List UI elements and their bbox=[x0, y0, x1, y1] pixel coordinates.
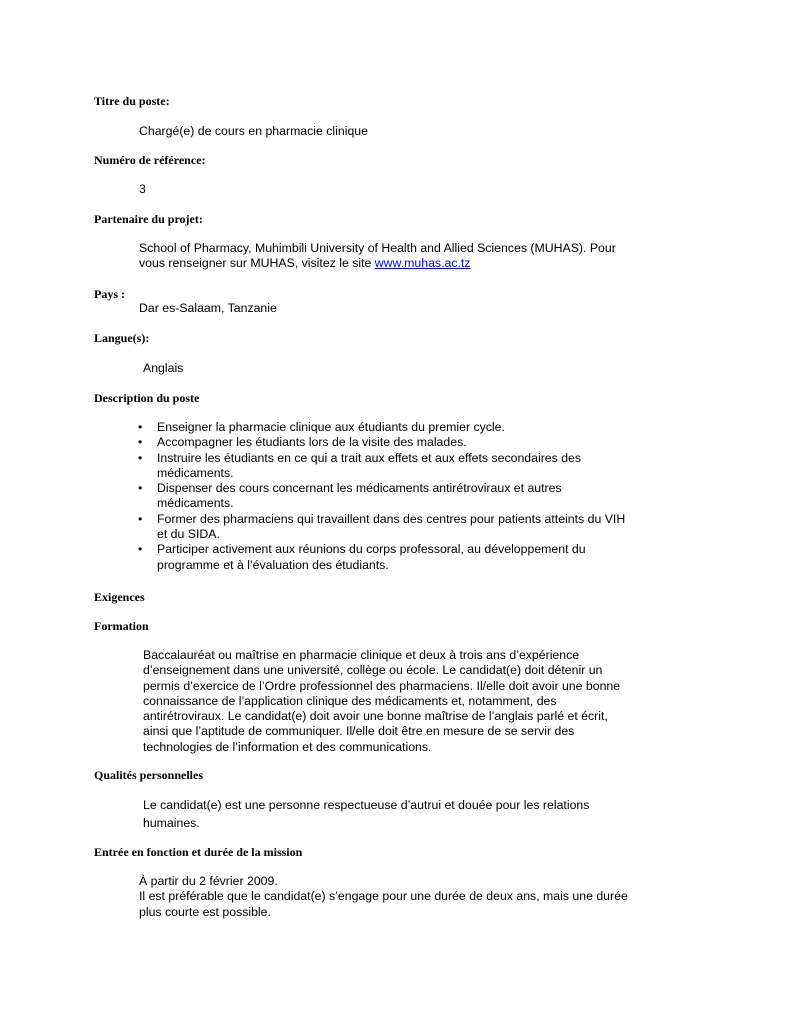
description-list bbox=[138, 420, 625, 573]
list-item-line: programme et à l’évaluation des étudiants. bbox=[157, 557, 389, 572]
value-reference: 3 bbox=[139, 182, 146, 196]
value-langues: Anglais bbox=[143, 361, 184, 375]
value-pays: Dar es-Salaam, Tanzanie bbox=[139, 301, 277, 315]
entree-line: À partir du 2 février 2009. bbox=[139, 874, 278, 888]
bullet-icon: • bbox=[138, 481, 143, 496]
heading-titre: Titre du poste: bbox=[94, 94, 170, 108]
list-item-line: médicaments. bbox=[157, 465, 234, 480]
list-item-line: Instruire les étudiants en ce qui a trait aux effets et aux effets secondaires des bbox=[157, 450, 582, 465]
heading-langues: Langue(s): bbox=[94, 331, 150, 345]
qualites-line: humaines. bbox=[143, 815, 200, 830]
heading-formation: Formation bbox=[94, 619, 149, 633]
partenaire-line: School of Pharmacy, Muhimbili University of Health and Allied Sciences (MUHAS). Pour bbox=[139, 241, 616, 255]
value-qualites bbox=[143, 797, 589, 832]
value-entree bbox=[139, 874, 628, 920]
formation-line: Baccalauréat ou maîtrise en pharmacie clinique et deux à trois ans d’expérience bbox=[143, 648, 580, 662]
partenaire-line bbox=[139, 256, 616, 271]
heading-qualites: Qualités personnelles bbox=[94, 768, 204, 782]
formation-line: ainsi que l’aptitude de communiquer. Il/elle doit être en mesure de se servir des bbox=[143, 724, 575, 739]
bullet-icon: • bbox=[138, 435, 143, 450]
list-item bbox=[138, 512, 625, 543]
list-item bbox=[138, 420, 625, 435]
bullet-icon: • bbox=[138, 542, 143, 557]
list-item-line: Enseigner la pharmacie clinique aux étudiants du premier cycle. bbox=[157, 420, 505, 434]
list-item-line: et du SIDA. bbox=[157, 527, 220, 542]
value-partenaire bbox=[139, 241, 616, 272]
heading-entree: Entrée en fonction et durée de la mission bbox=[94, 845, 303, 859]
entree-line: plus courte est possible. bbox=[139, 904, 271, 919]
heading-pays: Pays : bbox=[94, 287, 125, 301]
value-titre: Chargé(e) de cours en pharmacie clinique bbox=[139, 124, 368, 138]
formation-line: antirétroviraux. Le candidat(e) doit avoir une bonne maîtrise de l’anglais parlé et écrit, bbox=[143, 709, 608, 724]
formation-line: d’enseignement dans une université, collège ou école. Le candidat(e) doit détenir un bbox=[143, 663, 603, 678]
heading-partenaire: Partenaire du projet: bbox=[94, 212, 203, 226]
bullet-icon: • bbox=[138, 420, 143, 434]
list-item-line: Participer activement aux réunions du corps professoral, au développement du bbox=[157, 542, 586, 557]
list-item bbox=[138, 481, 625, 512]
list-item bbox=[138, 435, 625, 450]
bullet-icon: • bbox=[138, 511, 143, 526]
formation-line: connaissance de l’application clinique des médicaments et, notamment, des bbox=[143, 693, 557, 708]
qualites-line: Le candidat(e) est une personne respectueuse d’autrui et douée pour les relations bbox=[143, 798, 590, 812]
entree-line: Il est préférable que le candidat(e) s’engage pour une durée de deux ans, mais une durée bbox=[139, 889, 628, 904]
heading-exigences: Exigences bbox=[94, 590, 145, 604]
heading-reference: Numéro de référence: bbox=[94, 153, 206, 167]
list-item-line: Former des pharmaciens qui travaillent dans des centres pour patients atteints du VIH bbox=[157, 511, 626, 526]
list-item bbox=[138, 542, 625, 573]
formation-line: permis d’exercice de l’Ordre professionnel des pharmaciens. Il/elle doit avoir une bonne bbox=[143, 678, 621, 693]
bullet-icon: • bbox=[138, 450, 143, 465]
formation-line: technologies de l’information et des communications. bbox=[143, 739, 432, 754]
value-formation bbox=[143, 648, 620, 755]
list-item-line: médicaments. bbox=[157, 496, 234, 511]
list-item bbox=[138, 451, 625, 482]
heading-description: Description du poste bbox=[94, 391, 200, 405]
list-item-line: Accompagner les étudiants lors de la visite des malades. bbox=[157, 435, 467, 450]
muhas-link[interactable]: www.muhas.ac.tz bbox=[374, 256, 471, 271]
partenaire-line-text: vous renseigner sur MUHAS, visitez le site bbox=[139, 256, 375, 271]
list-item-line: Dispenser des cours concernant les médicaments antirétroviraux et autres bbox=[157, 481, 562, 496]
